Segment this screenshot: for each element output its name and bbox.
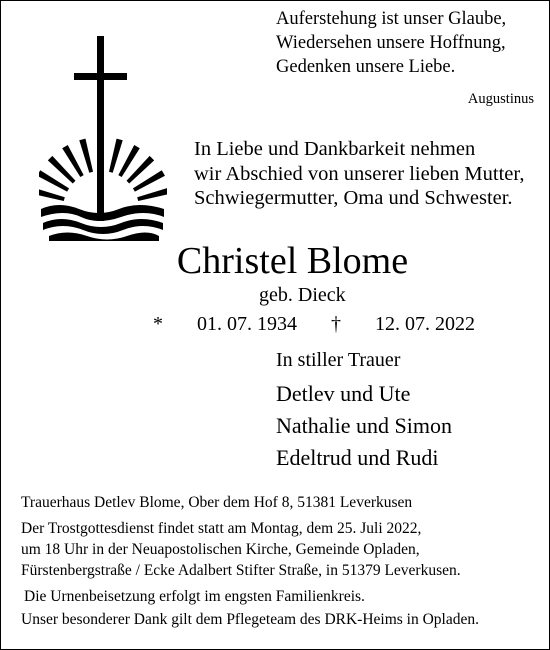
maiden-name: geb. Dieck	[259, 284, 346, 306]
service-info	[21, 518, 461, 581]
nak-cross-emblem-icon	[39, 31, 167, 241]
intro-line: Schwiegermutter, Oma und Schwester.	[194, 187, 513, 209]
service-line: Fürstenbergstraße / Ecke Adalbert Stifter Straße, in 51379 Leverkusen.	[21, 562, 461, 579]
death-symbol: †	[331, 313, 341, 335]
thanks-note: Unser besonderer Dank gilt dem Pflegeteam des DRK-Heims in Opladen.	[21, 611, 479, 628]
intro-line: wir Abschied von unserer lieben Mutter,	[194, 162, 525, 185]
mourner-name: Detlev und Ute	[276, 381, 411, 406]
mourners-heading: In stiller Trauer	[276, 349, 401, 371]
service-line: um 18 Uhr in der Neuapostolischen Kirche, Gemeinde Opladen,	[21, 541, 420, 558]
deceased-name-row	[1, 239, 549, 283]
quote-block	[276, 7, 506, 79]
quote-line: Gedenken unsere Liebe.	[276, 57, 456, 77]
mourners-list	[276, 378, 452, 474]
life-dates	[153, 313, 475, 336]
service-line: Der Trostgottesdienst findet statt am Montag, dem 25. Juli 2022,	[21, 520, 422, 537]
quote-author: Augustinus	[467, 91, 534, 107]
urn-burial-note: Die Urnenbeisetzung erfolgt im engsten Familienkreis.	[24, 588, 365, 605]
deceased-name: Christel Blome	[176, 240, 409, 282]
birth-symbol: *	[153, 313, 163, 335]
death-date: 12. 07. 2022	[375, 313, 475, 335]
mourner-name: Nathalie und Simon	[276, 413, 452, 438]
quote-line: Auferstehung ist unser Glaube,	[276, 9, 507, 29]
intro-text	[194, 137, 525, 211]
quote-line: Wiedersehen unsere Hoffnung,	[276, 33, 506, 53]
birth-date: 01. 07. 1934	[197, 313, 297, 335]
intro-line: In Liebe und Dankbarkeit nehmen	[194, 138, 476, 160]
mourning-house-address: Trauerhaus Detlev Blome, Ober dem Hof 8, 51381 Leverkusen	[21, 494, 413, 511]
mourner-name: Edeltrud und Rudi	[276, 445, 439, 470]
